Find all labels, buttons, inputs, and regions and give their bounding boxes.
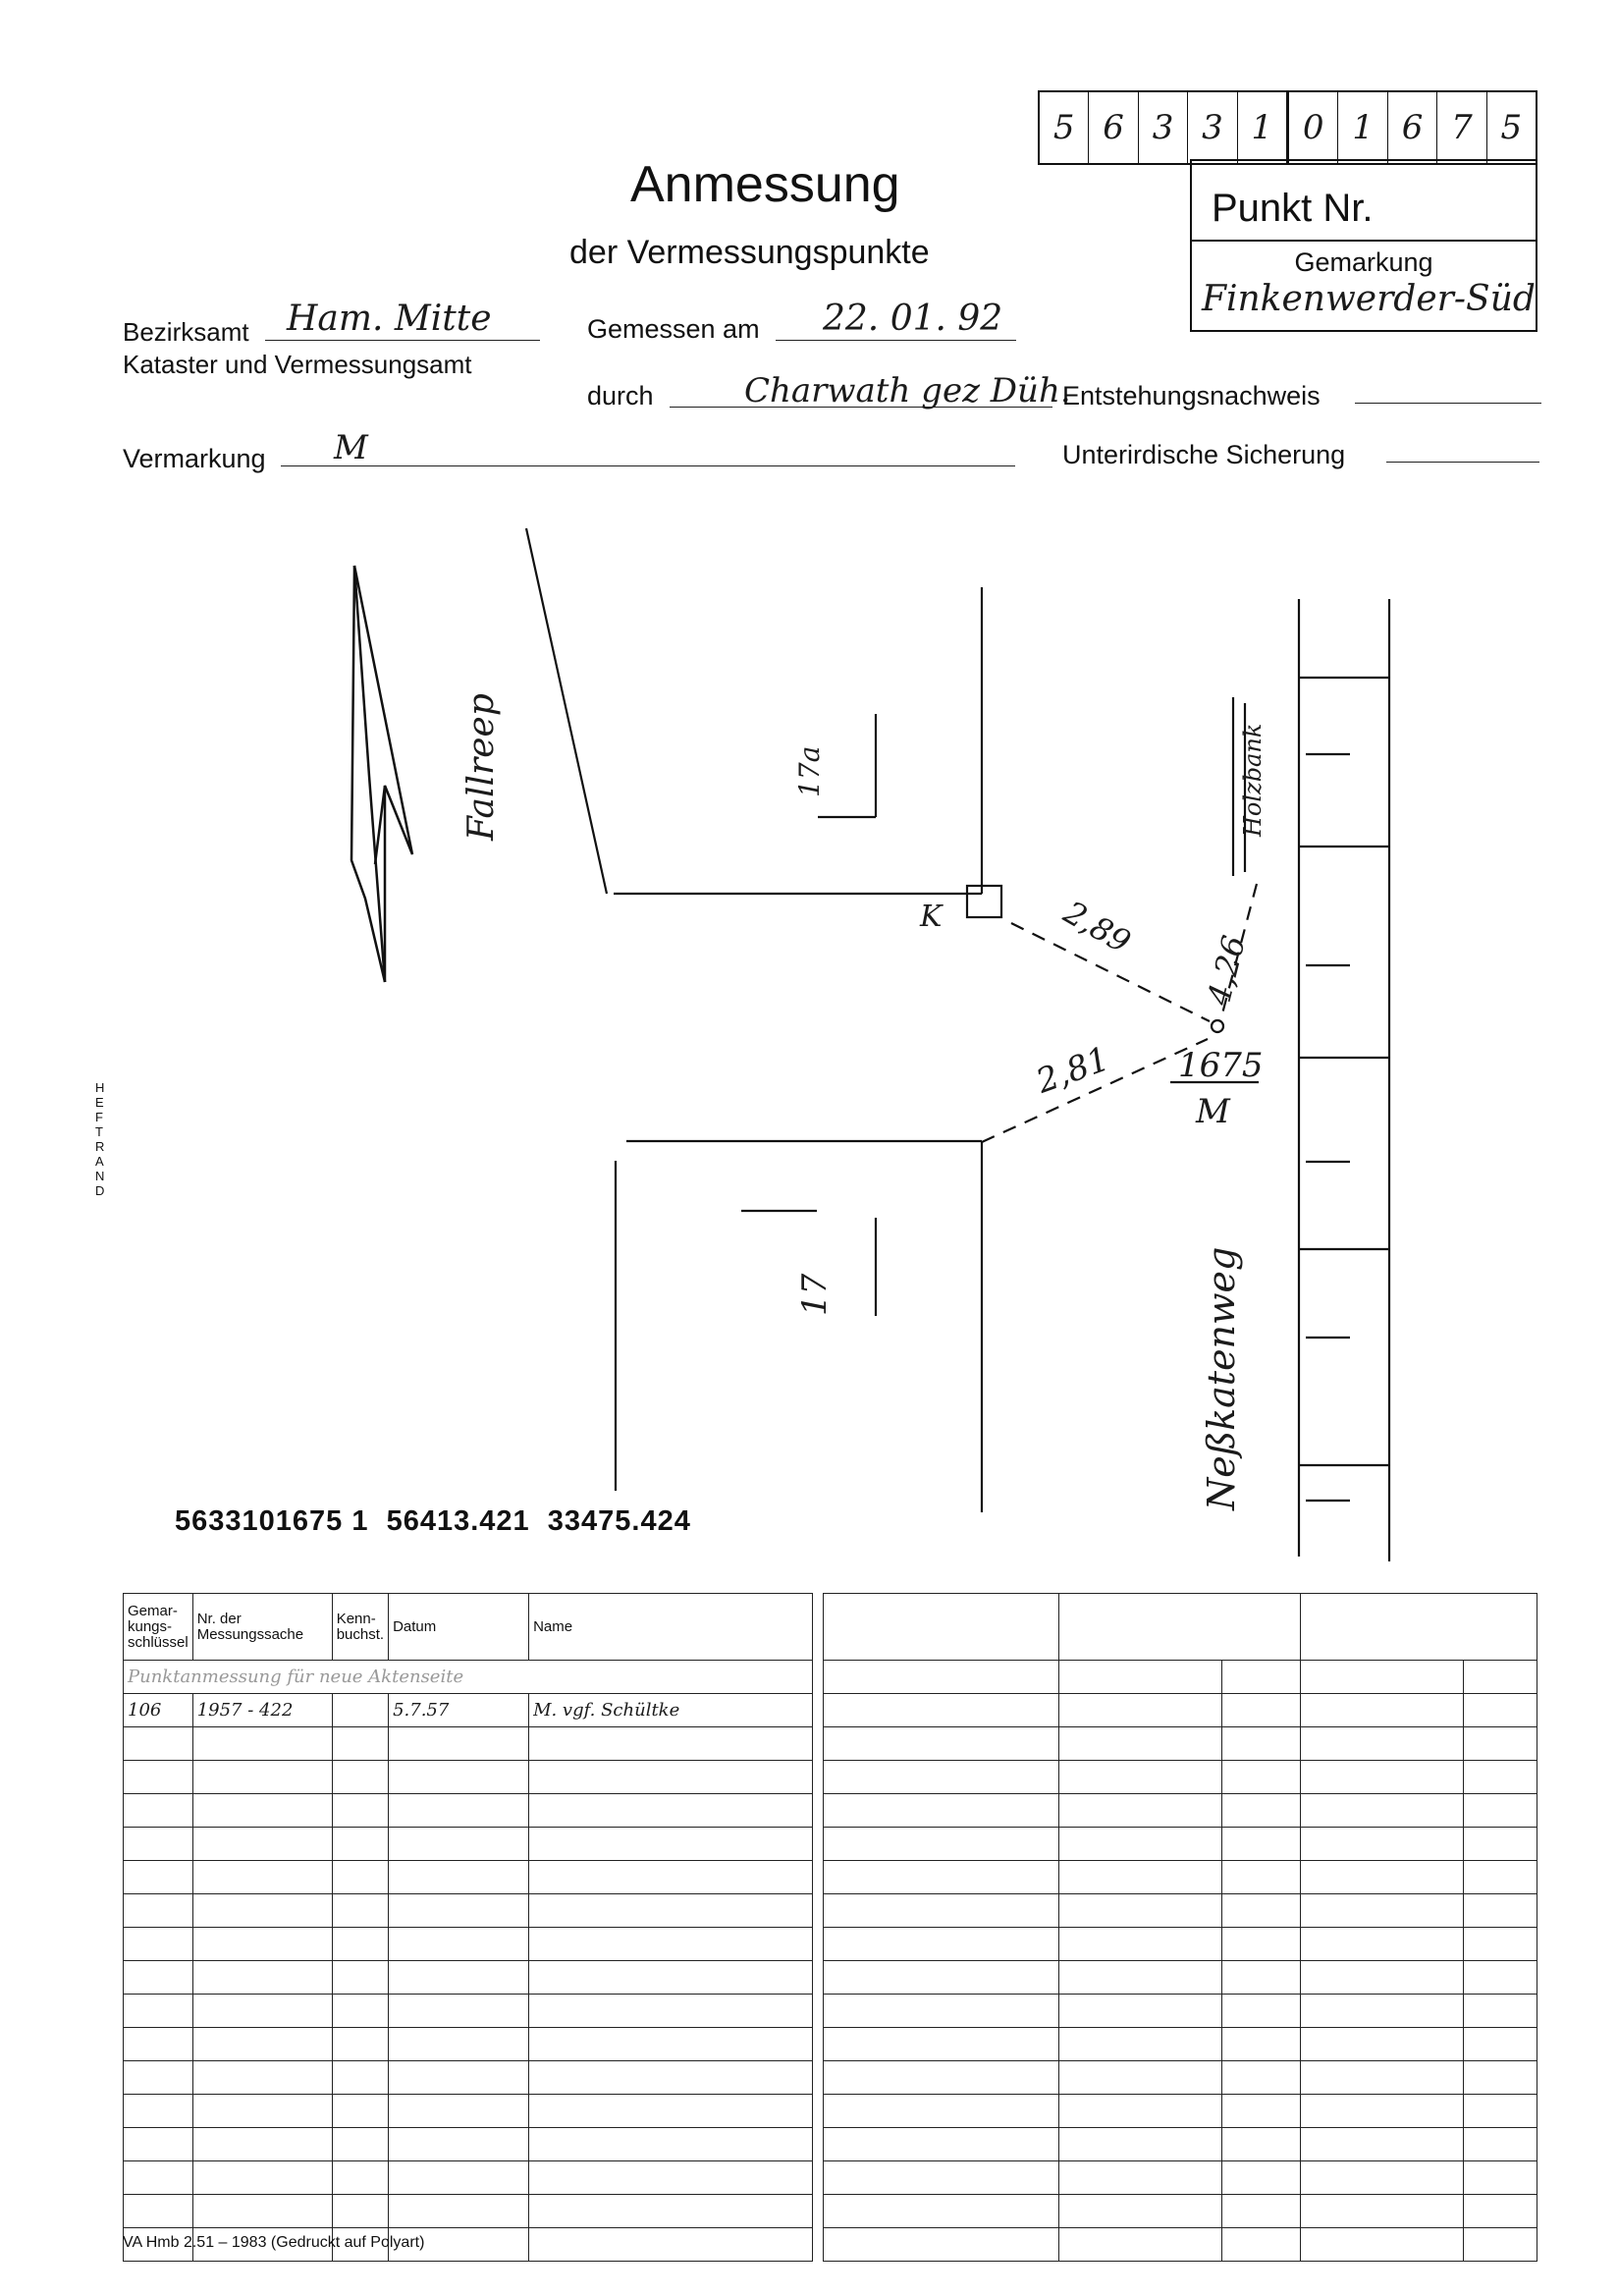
empty-row — [124, 2195, 813, 2228]
table-row: Punktanmessung für neue Aktenseite — [124, 1661, 813, 1694]
distance-label: 2,81 — [1031, 1039, 1115, 1102]
gemarkung-label: Gemarkung — [1294, 247, 1433, 277]
footer-text: VA Hmb 2.51 – 1983 (Gedruckt auf Polyart) — [123, 2234, 425, 2251]
empty-row — [824, 2028, 1537, 2061]
empty-row — [124, 2161, 813, 2195]
table-cell: M. vgf. Schültke — [529, 1694, 813, 1727]
empty-row — [124, 1828, 813, 1861]
digit: 0 — [1289, 92, 1338, 163]
empty-row — [824, 1727, 1537, 1761]
empty-row — [824, 2195, 1537, 2228]
digit: 7 — [1437, 92, 1486, 163]
empty-row — [824, 1694, 1537, 1727]
digit: 6 — [1089, 92, 1138, 163]
empty-row — [824, 1828, 1537, 1861]
kataster-label: Kataster und Vermessungsamt — [123, 350, 472, 379]
digit: 1 — [1338, 92, 1387, 163]
empty-row — [824, 1861, 1537, 1894]
sicherung-label: Unterirdische Sicherung — [1062, 440, 1346, 469]
distance-label: 4,26 — [1200, 931, 1254, 1010]
point-mark-label: M — [1196, 1092, 1230, 1131]
vermarkung-label: Vermarkung — [123, 444, 266, 473]
empty-row — [824, 1761, 1537, 1794]
empty-row — [124, 1761, 813, 1794]
empty-row — [824, 2228, 1537, 2262]
column-header: Gemar-kungs-schlüssel — [124, 1594, 193, 1661]
gemessen-value: 22. 01. 92 — [823, 299, 1003, 339]
empty-row — [824, 1995, 1537, 2028]
street-fallreep-label: Fallreep — [461, 693, 502, 841]
table-cell: 106 — [124, 1694, 193, 1727]
empty-row — [124, 1727, 813, 1761]
street-nesskatenweg-label: Neßkatenweg — [1200, 1246, 1243, 1510]
empty-row — [824, 1894, 1537, 1928]
durch-value: Charwath gez Düh. — [744, 371, 1071, 410]
empty-row — [824, 2128, 1537, 2161]
empty-row — [124, 2061, 813, 2095]
digit: 3 — [1139, 92, 1188, 163]
empty-row — [124, 1894, 813, 1928]
digit: 5 — [1040, 92, 1089, 163]
history-table — [123, 1593, 813, 2262]
digit: 5 — [1500, 108, 1523, 147]
empty-row — [124, 2128, 813, 2161]
empty-row — [124, 1995, 813, 2028]
entstehung-label: Entstehungsnachweis — [1062, 381, 1321, 410]
house-17-label: 17 — [795, 1273, 835, 1316]
digit: 6 — [1388, 92, 1437, 163]
point-number-label: 1675 — [1178, 1046, 1264, 1085]
empty-row — [124, 1794, 813, 1828]
gemarkung-value: Finkenwerder-Süd — [1202, 279, 1536, 319]
empty-row — [824, 2095, 1537, 2128]
page-title: Anmessung — [630, 156, 900, 213]
column-header: Name — [529, 1594, 813, 1661]
vermarkung-value: M — [334, 428, 368, 467]
column-header: Kenn-buchst. — [332, 1594, 388, 1661]
north-arrow-icon — [351, 566, 412, 982]
bezirksamt-label: Bezirksamt — [123, 317, 249, 347]
empty-row — [124, 2028, 813, 2061]
k-label: K — [920, 900, 943, 934]
table-cell: 5.7.57 — [389, 1694, 529, 1727]
empty-row — [824, 1794, 1537, 1828]
coordinates-line: 5633101675 1 56413.421 33475.424 — [175, 1505, 691, 1537]
table-cell — [332, 1694, 388, 1727]
empty-row — [824, 1961, 1537, 1995]
holzbank-label: Holzbank — [1239, 723, 1267, 837]
table-cell: 1957 - 422 — [192, 1694, 332, 1727]
punkt-nr-label: Punkt Nr. — [1212, 187, 1374, 230]
empty-row — [824, 1661, 1537, 1694]
distance-label: 2,89 — [1057, 893, 1137, 961]
gemessen-label: Gemessen am — [587, 314, 760, 344]
margin-heftrand: HEFTRAND — [95, 1080, 105, 1198]
right-grid-table — [823, 1593, 1537, 2262]
durch-label: durch — [587, 381, 654, 410]
bezirksamt-value: Ham. Mitte — [287, 299, 492, 339]
empty-row — [824, 1928, 1537, 1961]
digit: 3 — [1188, 92, 1237, 163]
house-17a-label: 17a — [793, 745, 826, 797]
page-subtitle: der Vermessungspunkte — [569, 234, 930, 271]
empty-row — [824, 2061, 1537, 2095]
column-header: Datum — [389, 1594, 529, 1661]
empty-row — [124, 2095, 813, 2128]
empty-row — [124, 1961, 813, 1995]
empty-row — [124, 1928, 813, 1961]
empty-row — [824, 2161, 1537, 2195]
digit: 1 — [1238, 92, 1289, 163]
empty-row — [124, 1861, 813, 1894]
column-header: Nr. der Messungssache — [192, 1594, 332, 1661]
